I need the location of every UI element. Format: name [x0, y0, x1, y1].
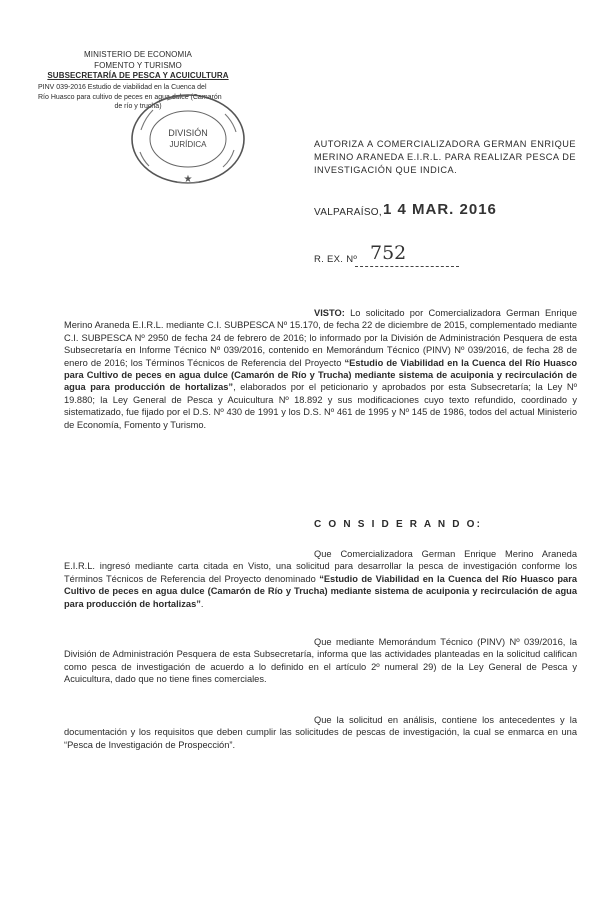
- rex-label: R. EX. Nº: [314, 254, 358, 265]
- stamp-text-1: DIVISIÓN: [168, 128, 208, 138]
- division-juridica-stamp: [127, 90, 249, 188]
- resolution-subject: AUTORIZA A COMERCIALIZADORA GERMAN ENRIQUE MERINO ARANEDA E.I.R.L. PARA REALIZAR PESCA DE INVESTIGACIÓN QUE INDICA.: [314, 139, 576, 175]
- reference-line-3: de río y trucha): [114, 102, 162, 110]
- visto-text-b: , elaborados por el peticionario y aprobados por esta Subsecretaría; la Ley Nº 19.880; la Ley General de Pesca y Acuicultura Nº 18.892 y sus modificaciones cuyo texto refundido, coordinado y sistematizado, fue fijado por el D.S. Nº 430 de 1991 y los D.S. Nº 461 de 1995 y Nº 145 de 1986, todos del actual Ministerio de Economía, Fomento y Turismo.: [64, 382, 577, 430]
- considerando-2: Que mediante Memorándum Técnico (PINV) Nº 039/2016, la División de Administración Pesquera de esta Subsecretaría, informa que las actividades planteadas en la solicitud califican como pesca de investigación de acuerdo a lo definido en el artículo 2º numeral 29) de la Ley General de Pesca y Acuicultura, dado que no tiene fines comerciales.: [64, 637, 577, 685]
- svg-text:★: ★: [183, 174, 193, 185]
- c1-text-a: Que Comercializadora German Enrique Merino Araneda E.I.R.L. ingresó mediante carta citada en Visto, una solicitud para desarrollar la pesca de investigación conforme los Términos Técnicos de Referencia del Proyecto denominado: [64, 549, 577, 584]
- stamp-text-2: JURÍDICA: [169, 140, 207, 149]
- subsecretaria-name: SUBSECRETARÍA DE PESCA Y ACUICULTURA: [47, 71, 229, 80]
- reference-line-1: PINV 039-2016 Estudio de viabilidad en la Cuenca del: [38, 83, 207, 91]
- stamp-icon: [127, 90, 249, 188]
- ministry-name-2: FOMENTO Y TURISMO: [94, 60, 182, 70]
- c1-project-title: “Estudio de Viabilidad en la Cuenca del Río Huasco para Cultivo de peces en agua dulce (Camarón de Río y Trucha) mediante sistema de acuiponia y recirculación de agua para producción de hortalizas”: [64, 573, 578, 609]
- rex-underline: [355, 266, 459, 267]
- resolution-date: 1 4 MAR. 2016: [383, 201, 497, 218]
- considerando-1: [64, 548, 577, 610]
- c1-text-b: .: [200, 598, 204, 609]
- ministry-name: MINISTERIO DE ECONOMIA: [84, 50, 192, 59]
- rex-number: 752: [370, 242, 407, 264]
- place-label: VALPARAÍSO,: [314, 207, 382, 218]
- reference-line-2: Río Huasco para cultivo de peces en agua dulce (Camarón: [38, 93, 222, 101]
- considerando-heading: C O N S I D E R A N D O:: [314, 519, 483, 530]
- visto-project-title: “Estudio de Viabilidad en la Cuenca del Río Huasco para Cultivo de peces en agua dulce (Camarón de Río y Trucha) mediante sistema de acuiponia y recirculación de agua para producción de hortalizas”: [64, 357, 578, 393]
- visto-label: VISTO:: [314, 308, 345, 318]
- visto-paragraph: [64, 307, 577, 431]
- visto-text-a: Lo solicitado por Comercializadora German Enrique Merino Araneda E.I.R.L. mediante C.I. SUBPESCA Nº 15.170, de fecha 22 de diciembre de 2015, complementado mediante C.I. SUBPESCA Nº 2950 de fecha 24 de febrero de 2016; lo informado por la División de Administración Pesquera de esta Subsecretaría en Informe Técnico Nº 039/2016, contenido en Memorándum Técnico (PINV) Nº 039/2016, de fecha 28 de enero de 2016; los Términos Técnicos de Referencia del Proyecto: [64, 308, 577, 368]
- considerando-3: Que la solicitud en análisis, contiene los antecedentes y la documentación y los requisitos que deben cumplir las solicitudes de pescas de investigación, la cual se enmarca en una “Pesca de Investigación de Prospección”.: [64, 715, 577, 750]
